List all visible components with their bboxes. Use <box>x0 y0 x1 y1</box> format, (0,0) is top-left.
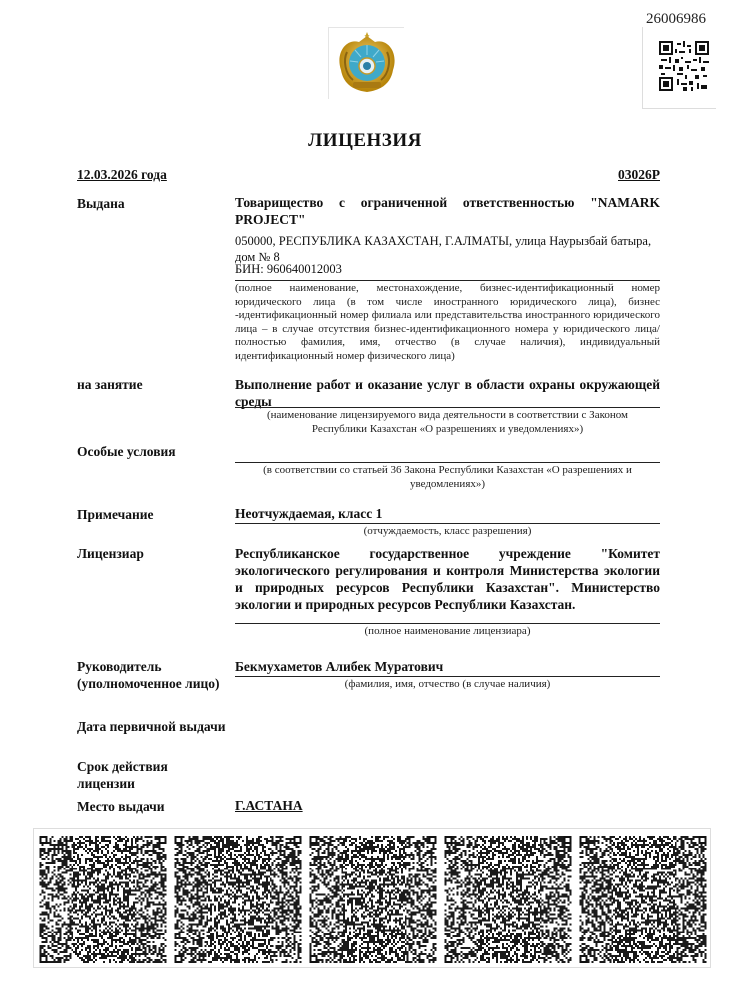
qr-code-icon <box>309 836 437 963</box>
licensor-hint: (полное наименование лицензиара) <box>364 625 531 637</box>
issued-to-address: 050000, РЕСПУБЛИКА КАЗАХСТАН, Г.АЛМАТЫ, улица Наурызбай батыра, дом № 8 <box>235 234 652 264</box>
place-of-issue-label: Место выдачи <box>77 799 165 814</box>
activity-underline <box>235 407 660 408</box>
qr-code-icon <box>642 27 716 109</box>
head-label-line1: Руководитель <box>77 659 162 674</box>
activity-hint: (наименование лицензируемого вида деятельности в соответствии с Законом Республики Казахстан «О разрешениях и уведомлениях») <box>266 409 629 435</box>
validity-label-line1: Срок действия <box>77 759 168 774</box>
issued-to-hint: (полное наименование, местонахождение, бизнес-идентификационный номер юридического лица (в том числе иностранного юридического лица), бизнес -идентификационный номер филиала или представительства иностранного юридического лица – в случае отсутствия бизнес-идентификационного номера у юридического лица/полностью фамилия, имя, отчество (в случае наличия), индивидуальный идентификационный номер физического лица) <box>235 282 660 362</box>
activity-value: Выполнение работ и оказание услуг в области охраны окружающей среды <box>235 377 660 409</box>
special-conditions-hint: (в соответствии со статьей 36 Закона Республики Казахстан «О разрешениях и уведомлениях») <box>263 464 632 490</box>
qr-code-icon <box>39 836 167 963</box>
special-conditions-label: Особые условия <box>77 444 176 459</box>
head-value: Бекмухаметов Алибек Муратович <box>235 659 444 674</box>
qr-code-icon <box>444 836 572 963</box>
licensor-underline <box>235 623 660 624</box>
issued-to-value: Товарищество с ограниченной ответственностью "NAMARK PROJECT" <box>235 195 660 227</box>
note-hint: (отчуждаемость, класс разрешения) <box>363 525 532 537</box>
license-number: 03026Р <box>618 167 660 182</box>
qr-code-icon <box>579 836 707 963</box>
issued-to-underline <box>235 280 660 281</box>
note-value: Неотчуждаемая, класс 1 <box>235 506 383 521</box>
activity-label: на занятие <box>77 377 143 392</box>
validity-label-line2: лицензии <box>77 776 135 791</box>
head-hint: (фамилия, имя, отчество (в случае наличия) <box>344 678 551 690</box>
qr-code-icon <box>174 836 302 963</box>
issued-to-bin: БИН: 960640012003 <box>235 262 342 276</box>
head-label <box>77 658 220 692</box>
document-number: 26006986 <box>646 11 706 27</box>
note-underline <box>235 523 660 524</box>
special-conditions-underline <box>235 462 660 463</box>
head-label-line2: (уполномоченное лицо) <box>77 676 220 691</box>
qr-code-strip <box>33 828 711 968</box>
licensor-value: Республиканское государственное учреждение "Комитет экологического регулирования и контроля Министерства экологии и природных ресурсов Республики Казахстан". Министерство экологии и природных ресурсов Республики Казахстан. <box>235 546 660 612</box>
state-emblem-icon <box>328 27 404 99</box>
issued-to-label: Выдана <box>77 196 125 211</box>
note-label: Примечание <box>77 507 154 522</box>
licensor-label: Лицензиар <box>77 546 144 561</box>
place-of-issue-value: Г.АСТАНА <box>235 798 303 813</box>
page-title: ЛИЦЕНЗИЯ <box>308 130 422 151</box>
first-issue-date-label: Дата первичной выдачи <box>77 719 226 734</box>
validity-label <box>77 758 168 792</box>
issue-date: 12.03.2026 года <box>77 167 167 182</box>
head-underline <box>235 676 660 677</box>
